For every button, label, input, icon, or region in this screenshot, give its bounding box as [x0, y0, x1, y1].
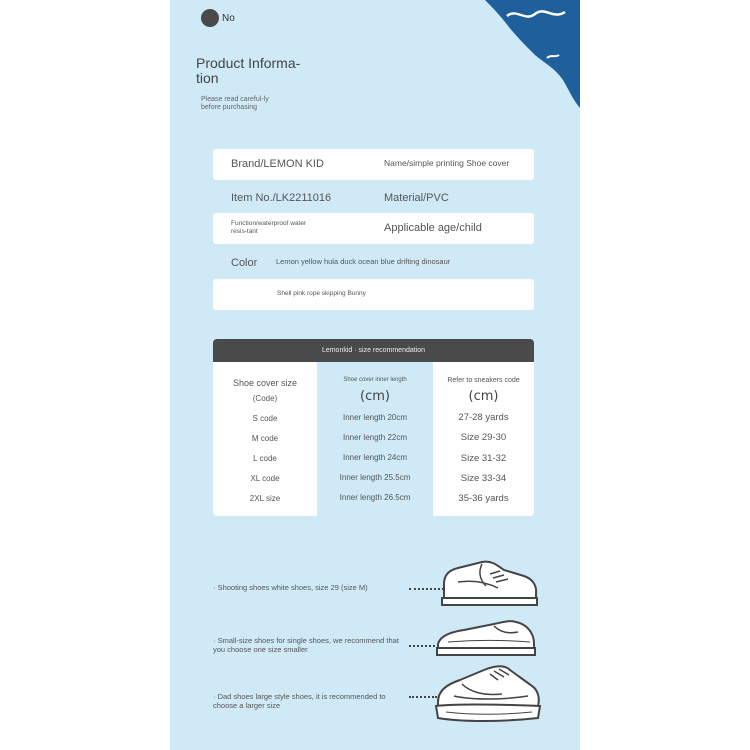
shoe-note-3: · Dad shoes large style shoes, it is recommended to choose a larger size — [213, 692, 386, 710]
sneaker-icon — [438, 556, 540, 608]
material-text: Material/PVC — [384, 192, 449, 204]
row-length: Inner length 26.5cm — [339, 493, 411, 502]
page-subtitle: Please read careful-ly before purchasing — [201, 96, 269, 111]
brand-text: Brand/LEMON KID — [231, 158, 324, 170]
row-length: Inner length 20cm — [342, 413, 408, 422]
col3-header: Refer to sneakers code — [447, 377, 520, 384]
dot-icon — [201, 9, 219, 27]
chunky-sneaker-icon — [432, 660, 544, 726]
info-row-brand — [213, 149, 534, 180]
row-length: Inner length 24cm — [342, 453, 408, 462]
row-sneaker: Size 29-30 — [460, 432, 507, 443]
row-sneaker: Size 31-32 — [460, 453, 507, 464]
name-text: Name/simple printing Shoe cover — [384, 158, 510, 168]
row-sneaker: Size 33-34 — [460, 473, 507, 484]
row-code: M code — [251, 434, 279, 443]
row-code: L code — [253, 454, 277, 463]
row-code: S code — [252, 414, 278, 423]
shoe-note-1: · Shooting shoes white shoes, size 29 (size M) — [213, 583, 368, 592]
page-title: Product Informa-tion — [196, 55, 301, 86]
col2-unit: (cm) — [360, 389, 390, 404]
row-sneaker: 35-36 yards — [458, 493, 509, 504]
info-row-function — [213, 213, 534, 244]
row-length: Inner length 22cm — [342, 433, 408, 442]
no-label: No — [222, 13, 235, 24]
row-code: 2XL size — [249, 494, 281, 503]
row-sneaker: 27-28 yards — [458, 412, 509, 423]
col1-sub: (Code) — [252, 394, 278, 403]
row-code: XL code — [250, 474, 280, 483]
shoe-note-2: · Small-size shoes for single shoes, we recommend that you choose one size smaller — [213, 636, 399, 654]
color-text-1: Lemon yellow hula duck ocean blue drifting dinosaur — [276, 257, 451, 266]
col2-header: Shoe cover inner length — [343, 377, 407, 383]
age-text: Applicable age/child — [384, 222, 482, 234]
col1-header: Shoe cover size — [232, 378, 298, 388]
wave-decoration — [485, 0, 580, 110]
size-table — [213, 339, 534, 516]
row-length: Inner length 25.5cm — [339, 473, 411, 482]
item-no-text: Item No./LK2211016 — [231, 192, 332, 204]
color-label: Color — [231, 257, 258, 269]
slip-on-shoe-icon — [434, 614, 540, 660]
col3-unit: (cm) — [468, 389, 499, 404]
info-row-item — [213, 182, 534, 213]
info-row-color — [213, 248, 534, 279]
color-text-2: Shell pink rope skipping Bunny — [277, 290, 366, 297]
size-table-title: Lemonkid · size recommendation — [213, 339, 534, 362]
function-text: Function/waterproof water resis-tant — [231, 220, 307, 235]
info-row-color-2 — [213, 279, 534, 310]
product-panel — [170, 0, 580, 750]
